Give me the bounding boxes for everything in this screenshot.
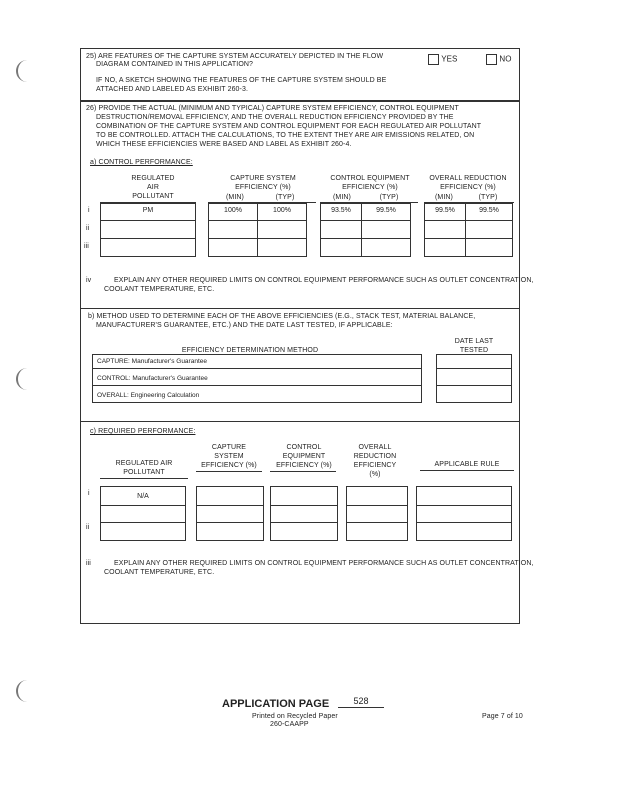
col-pollutant-l3: POLLUTANT	[132, 193, 174, 200]
a-iv-line2: COOLANT TEMPERATURE, ETC.	[104, 286, 215, 293]
method-overall[interactable]: OVERALL: Engineering Calculation	[92, 385, 422, 403]
c-row2-capture[interactable]	[196, 505, 264, 523]
a-row2-ovr-typ[interactable]	[465, 220, 513, 239]
c-col-control-l2: EQUIPMENT	[282, 453, 326, 460]
c-row1-control[interactable]	[270, 486, 338, 506]
a-row1-ctl-typ[interactable]: 99.5%	[361, 203, 411, 221]
form-id: 260-CAAPP	[270, 721, 309, 728]
date-control[interactable]	[436, 368, 512, 386]
ovr-min-label: (MIN)	[435, 194, 453, 201]
c-row1-pollutant[interactable]: N/A	[100, 486, 186, 506]
c-iii-line2: COOLANT TEMPERATURE, ETC.	[104, 569, 215, 576]
section-a-heading: a) CONTROL PERFORMANCE:	[90, 159, 193, 166]
a-row2-pollutant[interactable]	[100, 220, 196, 239]
col-capture-l2: EFFICIENCY (%)	[235, 184, 291, 191]
a-row1-pollutant[interactable]: PM	[100, 203, 196, 221]
cap-min-label: (MIN)	[226, 194, 244, 201]
a-row3-pollutant[interactable]	[100, 238, 196, 257]
q26-line4: TO BE CONTROLLED. ATTACH THE CALCULATIONS, TO THE EXTENT THEY ARE AIR EMISSIONS RELATED, ON	[96, 132, 475, 139]
c-row3-pollutant[interactable]	[100, 522, 186, 541]
c-row3-capture[interactable]	[196, 522, 264, 541]
row-marker-ii: ii	[86, 225, 90, 232]
c-row-marker-iii: iii	[86, 560, 91, 567]
recycled-paper-note: Printed on Recycled Paper	[252, 713, 338, 720]
q25-note-line1: IF NO, A SKETCH SHOWING THE FEATURES OF THE CAPTURE SYSTEM SHOULD BE	[96, 77, 387, 84]
c-col-overall-l3: EFFICIENCY	[353, 462, 397, 469]
c-row2-rule[interactable]	[416, 505, 512, 523]
row-marker-iv: iv	[86, 277, 92, 284]
a-iv-line1: EXPLAIN ANY OTHER REQUIRED LIMITS ON CONTROL EQUIPMENT PERFORMANCE SUCH AS OUTLET CONCENTRATION,	[114, 277, 534, 284]
c-col-control-l3: EFFICIENCY (%)	[276, 462, 332, 469]
a-row1-ovr-min[interactable]: 99.5%	[424, 203, 466, 221]
row-marker-iii: iii	[84, 243, 89, 250]
c-col-overall-l1: OVERALL	[358, 444, 392, 451]
c-col-overall-l2: REDUCTION	[353, 453, 397, 460]
cap-typ-label: (TYP)	[275, 194, 295, 201]
c-row1-overall[interactable]	[346, 486, 408, 506]
a-row1-ovr-typ[interactable]: 99.5%	[465, 203, 513, 221]
method-header: EFFICIENCY DETERMINATION METHOD	[181, 347, 319, 354]
a-row3-ovr-typ[interactable]	[465, 238, 513, 257]
c-col-capture-l2: SYSTEM	[214, 453, 244, 460]
c-row-marker-ii: ii	[86, 524, 90, 531]
c-row1-rule[interactable]	[416, 486, 512, 506]
q25-line1: 25) ARE FEATURES OF THE CAPTURE SYSTEM ACCURATELY DEPICTED IN THE FLOW	[86, 53, 384, 60]
date-last-l1: DATE LAST	[454, 338, 494, 345]
ctl-min-label: (MIN)	[333, 194, 351, 201]
method-control[interactable]: CONTROL: Manufacturer's Guarantee	[92, 368, 422, 386]
page-of: Page 7 of 10	[482, 713, 523, 720]
col-pollutant-l1: REGULATED	[131, 175, 175, 182]
col-control-l1: CONTROL EQUIPMENT	[330, 175, 410, 182]
punch-hole-bottom	[16, 680, 30, 702]
c-row3-rule[interactable]	[416, 522, 512, 541]
c-iii-line1: EXPLAIN ANY OTHER REQUIRED LIMITS ON CONTROL EQUIPMENT PERFORMANCE SUCH AS OUTLET CONCENTRATION,	[114, 560, 534, 567]
section-c-heading: c) REQUIRED PERFORMANCE:	[90, 428, 196, 435]
a-row3-ovr-min[interactable]	[424, 238, 466, 257]
a-row1-cap-typ[interactable]: 100%	[257, 203, 307, 221]
a-row3-cap-min[interactable]	[208, 238, 258, 257]
a-row2-ctl-typ[interactable]	[361, 220, 411, 239]
a-row1-cap-min[interactable]: 100%	[208, 203, 258, 221]
c-col-control-l1: CONTROL	[286, 444, 322, 451]
no-checkbox[interactable]: NO	[486, 54, 512, 65]
col-pollutant-l2: AIR	[147, 184, 159, 191]
date-last-l2: TESTED	[459, 347, 489, 354]
section-b-line1: b) METHOD USED TO DETERMINE EACH OF THE ABOVE EFFICIENCIES (E.G., STACK TEST, MATERIAL BALANCE,	[88, 313, 476, 320]
section-b-line2: MANUFACTURER'S GUARANTEE, ETC.) AND THE DATE LAST TESTED, IF APPLICABLE:	[96, 322, 393, 329]
c-col-rule: APPLICABLE RULE	[434, 461, 500, 468]
method-capture[interactable]: CAPTURE: Manufacturer's Guarantee	[92, 354, 422, 369]
c-row3-overall[interactable]	[346, 522, 408, 541]
application-page-label: APPLICATION PAGE	[222, 698, 330, 710]
col-overall-l1: OVERALL REDUCTION	[429, 175, 507, 182]
q25-line2: DIAGRAM CONTAINED IN THIS APPLICATION?	[96, 61, 254, 68]
q25-note-line2: ATTACHED AND LABELED AS EXHIBIT 260-3.	[96, 86, 249, 93]
application-page-number: 528	[338, 695, 384, 708]
c-col-pollutant-l1: REGULATED AIR	[115, 460, 173, 467]
a-row3-ctl-min[interactable]	[320, 238, 362, 257]
q26-line5: WHICH THESE EFFICIENCIES WERE BASED AND LABEL AS EXHIBIT 260-4.	[96, 141, 352, 148]
a-row2-cap-min[interactable]	[208, 220, 258, 239]
row-marker-i: i	[88, 207, 90, 214]
a-row3-cap-typ[interactable]	[257, 238, 307, 257]
yes-checkbox[interactable]: YES	[428, 54, 458, 65]
c-col-capture-l3: EFFICIENCY (%)	[201, 462, 257, 469]
c-row2-control[interactable]	[270, 505, 338, 523]
ctl-typ-label: (TYP)	[379, 194, 399, 201]
ovr-typ-label: (TYP)	[478, 194, 498, 201]
c-row3-control[interactable]	[270, 522, 338, 541]
q26-line2: DESTRUCTION/REMOVAL EFFICIENCY, AND THE OVERALL REDUCTION EFFICIENCY PROVIDED BY THE	[96, 114, 454, 121]
c-col-pollutant-l2: POLLUTANT	[123, 469, 165, 476]
c-row2-pollutant[interactable]	[100, 505, 186, 523]
a-row2-cap-typ[interactable]	[257, 220, 307, 239]
a-row2-ovr-min[interactable]	[424, 220, 466, 239]
c-row2-overall[interactable]	[346, 505, 408, 523]
col-capture-l1: CAPTURE SYSTEM	[230, 175, 296, 182]
punch-hole-middle	[16, 368, 30, 390]
a-row3-ctl-typ[interactable]	[361, 238, 411, 257]
date-overall[interactable]	[436, 385, 512, 403]
c-row1-capture[interactable]	[196, 486, 264, 506]
q26-line3: COMBINATION OF THE CAPTURE SYSTEM AND CONTROL EQUIPMENT FOR EACH REGULATED AIR POLLUTANT	[96, 123, 482, 130]
a-row2-ctl-min[interactable]	[320, 220, 362, 239]
col-overall-l2: EFFICIENCY (%)	[440, 184, 496, 191]
a-row1-ctl-min[interactable]: 93.5%	[320, 203, 362, 221]
q26-line1: 26) PROVIDE THE ACTUAL (MINIMUM AND TYPICAL) CAPTURE SYSTEM EFFICIENCY, CONTROL EQUIPMENT	[86, 105, 459, 112]
col-control-l2: EFFICIENCY (%)	[342, 184, 398, 191]
c-col-overall-l4: (%)	[369, 471, 381, 478]
c-col-capture-l1: CAPTURE	[211, 444, 247, 451]
punch-hole-top	[16, 60, 30, 82]
date-capture[interactable]	[436, 354, 512, 369]
c-row-marker-i: i	[88, 490, 90, 497]
